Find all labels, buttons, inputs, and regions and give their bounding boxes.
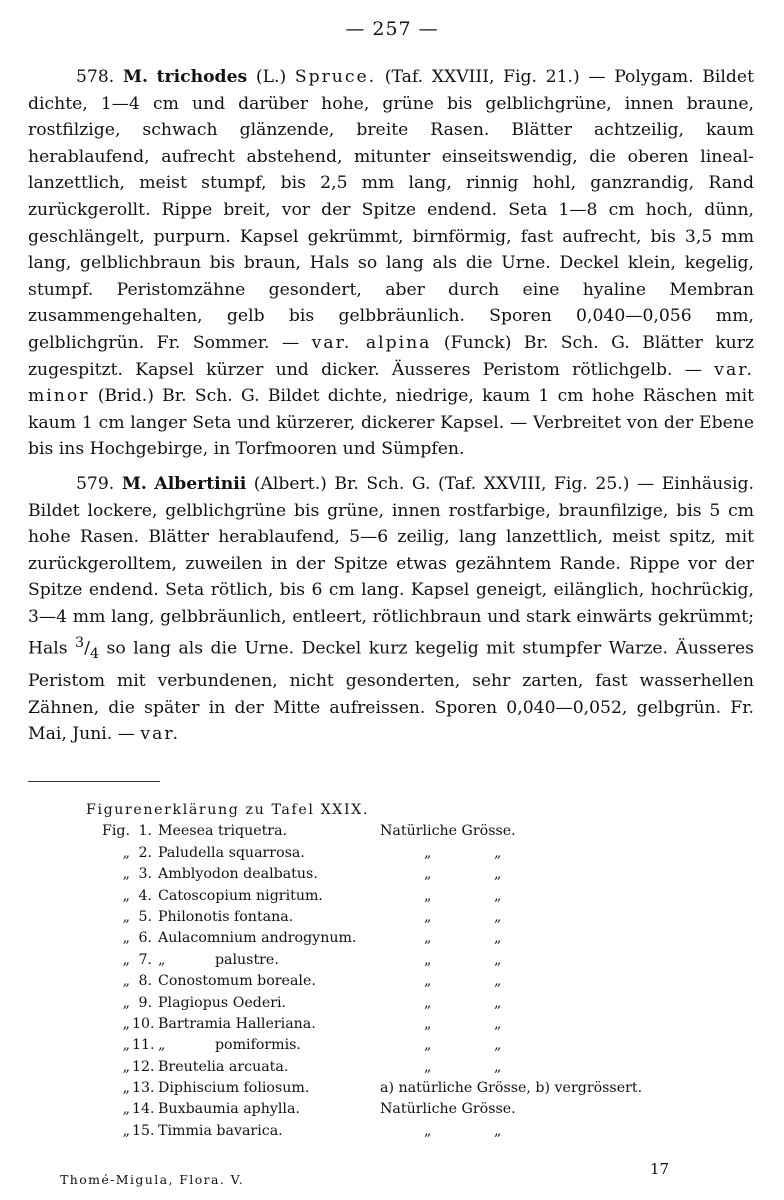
ditto-mark: „ — [424, 951, 432, 968]
ditto-mark: „ — [424, 973, 432, 990]
figure-number: 11. — [132, 1037, 155, 1054]
ditto-mark: „ — [424, 1037, 432, 1054]
figure-legend-row — [86, 993, 686, 1014]
figure-prefix: „ — [122, 973, 130, 990]
ditto-mark: „ — [424, 887, 432, 904]
ditto-mark: „ — [494, 844, 502, 861]
figure-number: 15. — [132, 1122, 155, 1139]
fraction-numerator: 3 — [75, 635, 85, 652]
figure-prefix: „ — [122, 1122, 130, 1139]
ditto-mark: „ — [424, 866, 432, 883]
variety-label: var. alpina — [311, 332, 432, 353]
figure-legend-row — [86, 843, 686, 864]
figure-prefix: Fig. — [102, 823, 130, 840]
variety-label: var. — [140, 724, 181, 745]
variety-description: (Funck) Br. Sch. G. Blätter kurz zugespitzt. Kapsel kürzer und dicker. Äusseres Peristom rötlichgelb. — — [28, 332, 755, 380]
footnote-divider — [28, 781, 160, 782]
figure-number: 4. — [138, 887, 152, 904]
figure-legend-row — [86, 1035, 686, 1056]
entry-578 — [28, 64, 754, 463]
figure-legend-row — [86, 1057, 686, 1078]
entry-number: 578. — [76, 67, 115, 87]
ditto-mark: „ — [424, 844, 432, 861]
ditto-mark: „ — [494, 1037, 502, 1054]
ditto-mark: „ — [494, 1058, 502, 1075]
figure-prefix: „ — [122, 1015, 130, 1032]
figure-number: 14. — [132, 1101, 155, 1118]
entry-authority: (Albert.) — [253, 473, 327, 494]
figure-prefix: „ — [122, 866, 130, 883]
figure-legend-row — [86, 928, 686, 949]
figure-legend-row — [86, 821, 686, 842]
figure-number: 9. — [138, 994, 152, 1011]
fraction-denominator: 4 — [89, 646, 100, 663]
figure-number: 5. — [138, 908, 152, 925]
footer-signature: Thomé-Migula, Flora. V. — [60, 1172, 245, 1187]
figure-legend-row — [86, 971, 686, 992]
figure-legend-row — [86, 1014, 686, 1035]
figure-species: Aulacomnium androgynum. — [158, 930, 357, 947]
entry-description: (Taf. XXVIII, Fig. 21.) — Polygam. Bildet dichte, 1—4 cm und darüber hohe, grüne bis gelblichgrüne, innen braune, rostfilzige, schwach glänzende, breite Rasen. Blätter achtzeilig, kaum herablaufend, aufrecht abstehend, mitunter einseitswendig, die oberen lineal-lanzettlich, meist stumpf, bis 2,5 mm lang, rinnig hohl, ganzrandig, Rand zurückgerollt. Rippe breit, vor der Spitze endend. Seta 1—8 cm hoch, dünn, geschlängelt, purpurn. Kapsel gekrümmt, birnförmig, fast aufrecht, bis 3,5 mm lang, gelblichbraun bis braun, Hals so lang als die Urne. Deckel klein, kegelig, stumpf. Peristomzähne gesondert, aber durch eine hyaline Membran zusammengehalten, gelb bis gelbbräunlich. Sporen 0,040—0,056 mm, gelblichgrün. Fr. Sommer. — — [28, 67, 754, 353]
figure-note: Natürliche Grösse. — [380, 823, 516, 840]
figure-number: 2. — [138, 844, 152, 861]
figure-number: 7. — [138, 951, 152, 968]
ditto-mark: „ — [494, 973, 502, 990]
figure-note: a) natürliche Grösse, b) vergrössert. — [380, 1080, 643, 1097]
entry-authority: (L.) — [255, 67, 287, 87]
figure-legend-row — [86, 864, 686, 885]
ditto-mark: „ — [424, 1015, 432, 1032]
entry-description-cont: so lang als die Urne. Deckel kurz kegelig mit stumpfer Warze. Äusseres Peristom mit verbundenen, nicht gesonderten, sehr zarten, fast wasserhellen Zähnen, die später in der Mitte aufreissen. Sporen 0,040—0,052, gelbgrün. Fr. Mai, Juni. — — [28, 639, 754, 745]
figure-species: Amblyodon dealbatus. — [158, 866, 318, 883]
figure-prefix: „ — [122, 1058, 130, 1075]
entry-genus: M. — [122, 67, 148, 87]
figure-prefix: „ — [122, 1101, 130, 1118]
entry-species: trichodes — [156, 67, 248, 87]
ditto-mark: „ — [424, 908, 432, 925]
entry-authority-spaced: Spruce. — [294, 67, 377, 87]
figure-species: „ palustre. — [158, 951, 279, 968]
ditto-mark: „ — [494, 1015, 502, 1032]
entry-species: Albertinii — [154, 473, 247, 494]
figure-prefix: „ — [122, 844, 130, 861]
ditto-mark: „ — [494, 887, 502, 904]
figure-number: 1. — [138, 823, 152, 840]
figure-prefix: „ — [122, 994, 130, 1011]
figure-prefix: „ — [122, 1080, 130, 1097]
figure-species: Meesea triquetra. — [158, 823, 288, 840]
figure-legend-row — [86, 1099, 686, 1120]
figure-number: 6. — [138, 930, 152, 947]
figure-species: Plagiopus Oederi. — [158, 994, 287, 1011]
figure-number: 12. — [132, 1058, 155, 1075]
figure-species: Paludella squarrosa. — [158, 844, 305, 861]
figure-species: Philonotis fontana. — [158, 908, 294, 925]
entry-579: 579. M. Albertinii (Albert.) Br. Sch. G. (Taf. XXVIII, Fig. 25.) — Einhäusig. Bildet lockere, gelblichgrüne bis grüne, innen rostfarbige, braunfilzige, bis 5 cm hohe Rasen. Blätter herablaufend, 5—6 zeilig, lang lanzettlich, meist spitz, mit zurückgerolltem, zuweilen in der Spitze etwas gezähntem Rande. Rippe vor der Spitze endend. Seta rötlich, bis 6 cm lang. Kapsel geneigt, eilänglich, hochrückig, 3—4 mm lang, gelbbräunlich, entleert, rötlichbraun und stark einwärts gekrümmt; Hals $^3/_4$ so lang als die Urne. Deckel kurz kegelig mit stumpfer Warze. Äusseres Peristom mit verbundenen, nicht gesonderten, sehr zarten, fast wasserhellen Zähnen, die später in der Mitte aufreissen. Sporen 0,040—0,052, gelbgrün. Fr. Mai, Juni. — var. — [28, 473, 754, 745]
figure-prefix: „ — [122, 908, 130, 925]
figure-species: Conostomum boreale. — [158, 973, 316, 990]
figure-legend — [86, 800, 686, 1142]
ditto-mark: „ — [424, 994, 432, 1011]
variety-description: (Brid.) Br. Sch. G. Bildet dichte, niedrige, kaum 1 cm hohe Räschen mit kaum 1 cm langer Seta und kürzerer, dickerer Kapsel. — Verbreitet von der Ebene bis ins Hochgebirge, in Torfmooren und Sümpfen. — [28, 386, 754, 460]
figure-number: 3. — [138, 866, 152, 883]
figure-legend-title: Figurenerklärung zu Tafel XXIX. — [86, 802, 369, 818]
ditto-mark: „ — [494, 930, 502, 947]
ditto-mark: „ — [424, 1122, 432, 1139]
sheet-number: 17 — [650, 1160, 670, 1178]
figure-legend-rows — [86, 821, 686, 1142]
figure-species: „ pomiformis. — [158, 1037, 301, 1054]
figure-species: Bartramia Halleriana. — [158, 1015, 316, 1032]
ditto-mark: „ — [424, 1058, 432, 1075]
page-number: — 257 — — [345, 18, 439, 40]
ditto-mark: „ — [494, 994, 502, 1011]
figure-legend-row — [86, 907, 686, 928]
figure-legend-row — [86, 1121, 686, 1142]
figure-legend-row — [86, 886, 686, 907]
body-text — [28, 64, 754, 756]
figure-prefix: „ — [122, 930, 130, 947]
figure-species: Breutelia arcuata. — [158, 1058, 289, 1075]
figure-species: Diphiscium foliosum. — [158, 1080, 310, 1097]
figure-species: Catoscopium nigritum. — [158, 887, 323, 904]
figure-prefix: „ — [122, 951, 130, 968]
ditto-mark: „ — [494, 1122, 502, 1139]
ditto-mark: „ — [494, 866, 502, 883]
figure-number: 10. — [132, 1015, 155, 1032]
variety-label: var. minor — [28, 359, 754, 407]
figure-species: Timmia bavarica. — [158, 1122, 283, 1139]
figure-prefix: „ — [122, 1037, 130, 1054]
ditto-mark: „ — [424, 930, 432, 947]
entry-description: Br. Sch. G. (Taf. XXVIII, Fig. 25.) — Einhäusig. Bildet lockere, gelblichgrüne bis grüne, innen rostfarbige, braunfilzige, bis 5 cm hohe Rasen. Blätter herablaufend, 5—6 zeilig, lang lanzettlich, meist spitz, mit zurückgerolltem, zuweilen in der Spitze etwas gezähntem Rande. Rippe vor der Spitze endend. Seta rötlich, bis 6 cm lang. Kapsel geneigt, eilänglich, hochrückig, 3—4 mm lang, gelbbräunlich, entleert, rötlichbraun und stark einwärts gekrümmt; Hals — [28, 473, 754, 660]
figure-number: 8. — [138, 973, 152, 990]
figure-legend-row — [86, 1078, 686, 1099]
figure-species: Buxbaumia aphylla. — [158, 1101, 300, 1118]
ditto-mark: „ — [494, 951, 502, 968]
figure-note: Natürliche Grösse. — [380, 1101, 516, 1118]
entry-genus: M. — [121, 473, 147, 494]
figure-legend-row — [86, 950, 686, 971]
ditto-mark: „ — [494, 908, 502, 925]
figure-number: 13. — [132, 1080, 155, 1097]
entry-number: 579. — [76, 473, 115, 494]
figure-prefix: „ — [122, 887, 130, 904]
